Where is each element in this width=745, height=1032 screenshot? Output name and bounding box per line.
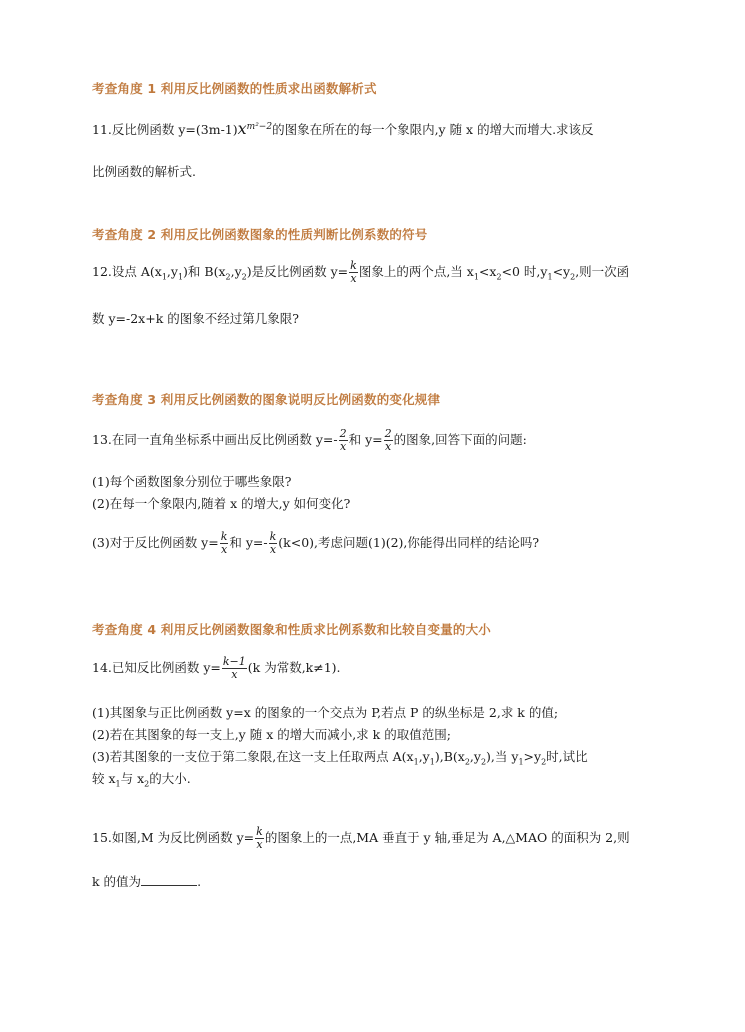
q15-t2: 的图象上的一点,MA 垂直于 y 轴,垂足为 A,△MAO 的面积为 2,则 [264, 830, 630, 845]
section-heading-4: 考查角度 4 利用反比例函数图象和性质求比例系数和比较自变量的大小 [92, 622, 492, 637]
q12-t9: <y [552, 264, 571, 279]
question-13-sub-1: (1)每个函数图象分别位于哪些象限? [92, 474, 292, 489]
question-11-line-1 [92, 119, 594, 138]
q14-sub: 1 [518, 757, 524, 767]
question-14-line-1 [92, 656, 341, 681]
section-heading-3: 考查角度 3 利用反比例函数的图象说明反比例函数的变化规律 [92, 392, 441, 407]
q14-sub: 2 [480, 757, 487, 767]
q11-text-b: 的图象在所在的每一个象限内,y 随 x 的增大而增大.求该反 [272, 122, 594, 137]
q13-s3-c: (k<0),考虑问题(1)(2),你能得出同样的结论吗? [278, 535, 540, 550]
q12-fraction [349, 260, 358, 285]
question-15-line-2 [92, 872, 201, 890]
q15-l2-a: k 的值为 [92, 874, 142, 889]
question-13-line-1 [92, 428, 527, 453]
q14-l4: 较 x [92, 771, 116, 786]
q14-s3: ,y [469, 749, 481, 764]
q12-sub: 2 [570, 272, 576, 282]
q12-sub: 1 [473, 272, 479, 282]
q13-fraction-1 [339, 428, 348, 453]
q12-sub: 1 [177, 272, 184, 282]
q11-exponent: m²−2 [246, 121, 273, 132]
q14-sub: 2 [541, 757, 547, 767]
q11-x-var: x [237, 119, 247, 138]
question-12-line-1 [92, 260, 629, 285]
q14-fraction [222, 656, 247, 681]
fraction-denominator: x [231, 668, 238, 681]
question-15-line-1 [92, 826, 630, 851]
q14-sub: 1 [429, 757, 435, 767]
q12-sub: 1 [547, 272, 553, 282]
question-13-sub-2: (2)在每一个象限内,随着 x 的增大,y 如何变化? [92, 496, 351, 511]
section-heading-1: 考查角度 1 利用反比例函数的性质求出函数解析式 [92, 81, 377, 96]
fraction-denominator: x [385, 440, 392, 453]
q14-sub: 2 [464, 757, 470, 767]
question-14-sub-1: (1)其图象与正比例函数 y=x 的图象的一个交点为 P,若点 P 的纵坐标是 2,求 k 的值; [92, 705, 559, 720]
fraction-numerator: k [256, 825, 263, 838]
fraction-numerator: k [220, 530, 228, 543]
fraction-numerator: k [269, 530, 277, 543]
q12-t8: <0 时,y [501, 264, 548, 279]
q13-fraction-4 [269, 531, 278, 556]
q12-t4: ,y [230, 264, 242, 279]
q14-s3: ),当 y [486, 749, 519, 764]
q12-t3: )和 B(x [183, 264, 226, 279]
q11-text-a: 11.反比例函数 y=(3m-1) [92, 122, 238, 137]
section-heading-2: 考查角度 2 利用反比例函数图象的性质判断比例系数的符号 [92, 227, 428, 242]
q12-t1: 12.设点 A(x [92, 264, 162, 279]
q13-t2: 和 y= [348, 432, 383, 447]
fraction-denominator: x [340, 440, 347, 453]
fraction-numerator: k [350, 259, 357, 272]
q13-fraction-3 [220, 531, 229, 556]
q15-fraction [255, 826, 264, 851]
q13-t3: 的图象,回答下面的问题: [393, 432, 527, 447]
fraction-numerator: k−1 [222, 655, 246, 668]
q12-t2: ,y [166, 264, 178, 279]
q12-sub: 2 [225, 272, 231, 282]
q13-fraction-2 [384, 428, 393, 453]
fraction-denominator: x [220, 543, 228, 556]
answer-blank[interactable] [141, 873, 197, 886]
q14-sub: 2 [144, 779, 150, 789]
q12-t10: ,则一次函 [575, 264, 630, 279]
fraction-denominator: x [350, 272, 357, 285]
fraction-numerator: 2 [339, 427, 347, 440]
q12-sub: 2 [496, 272, 502, 282]
q14-t1: 14.已知反比例函数 y= [92, 660, 221, 675]
q14-l4: 的大小. [149, 771, 191, 786]
q13-t1: 13.在同一直角坐标系中画出反比例函数 y=- [92, 432, 338, 447]
question-13-sub-3 [92, 531, 539, 556]
q14-t2: (k 为常数,k≠1). [247, 660, 341, 675]
fraction-denominator: x [269, 543, 277, 556]
q14-l4: 与 x [120, 771, 145, 786]
question-12-line-2: 数 y=-2x+k 的图象不经过第几象限? [92, 311, 299, 326]
q12-t7: <x [478, 264, 497, 279]
q15-t1: 15.如图,M 为反比例函数 y= [92, 830, 255, 845]
q14-s3: >y [523, 749, 542, 764]
q14-s3: ),B(x [434, 749, 465, 764]
question-14-sub-3 [92, 747, 588, 767]
question-14-line-4 [92, 769, 191, 789]
q13-s3-b: 和 y=- [229, 535, 268, 550]
q14-s3: (3)若其图象的一支位于第二象限,在这一支上任取两点 A(x [92, 749, 414, 764]
q15-l2-b: . [197, 874, 202, 889]
q12-t6: 图象上的两个点,当 x [358, 264, 474, 279]
q12-sub: 1 [161, 272, 167, 282]
q14-s3: ,y [418, 749, 430, 764]
q14-sub: 1 [115, 779, 121, 789]
q14-s3: 时,试比 [546, 749, 588, 764]
q14-sub: 1 [413, 757, 419, 767]
question-14-sub-2: (2)若在其图象的每一支上,y 随 x 的增大而减小,求 k 的取值范围; [92, 727, 451, 742]
q12-t5: )是反比例函数 y= [246, 264, 349, 279]
q12-sub: 2 [241, 272, 247, 282]
q13-s3-a: (3)对于反比例函数 y= [92, 535, 219, 550]
question-11-line-2: 比例函数的解析式. [92, 164, 196, 179]
fraction-numerator: 2 [384, 427, 392, 440]
fraction-denominator: x [256, 838, 263, 851]
